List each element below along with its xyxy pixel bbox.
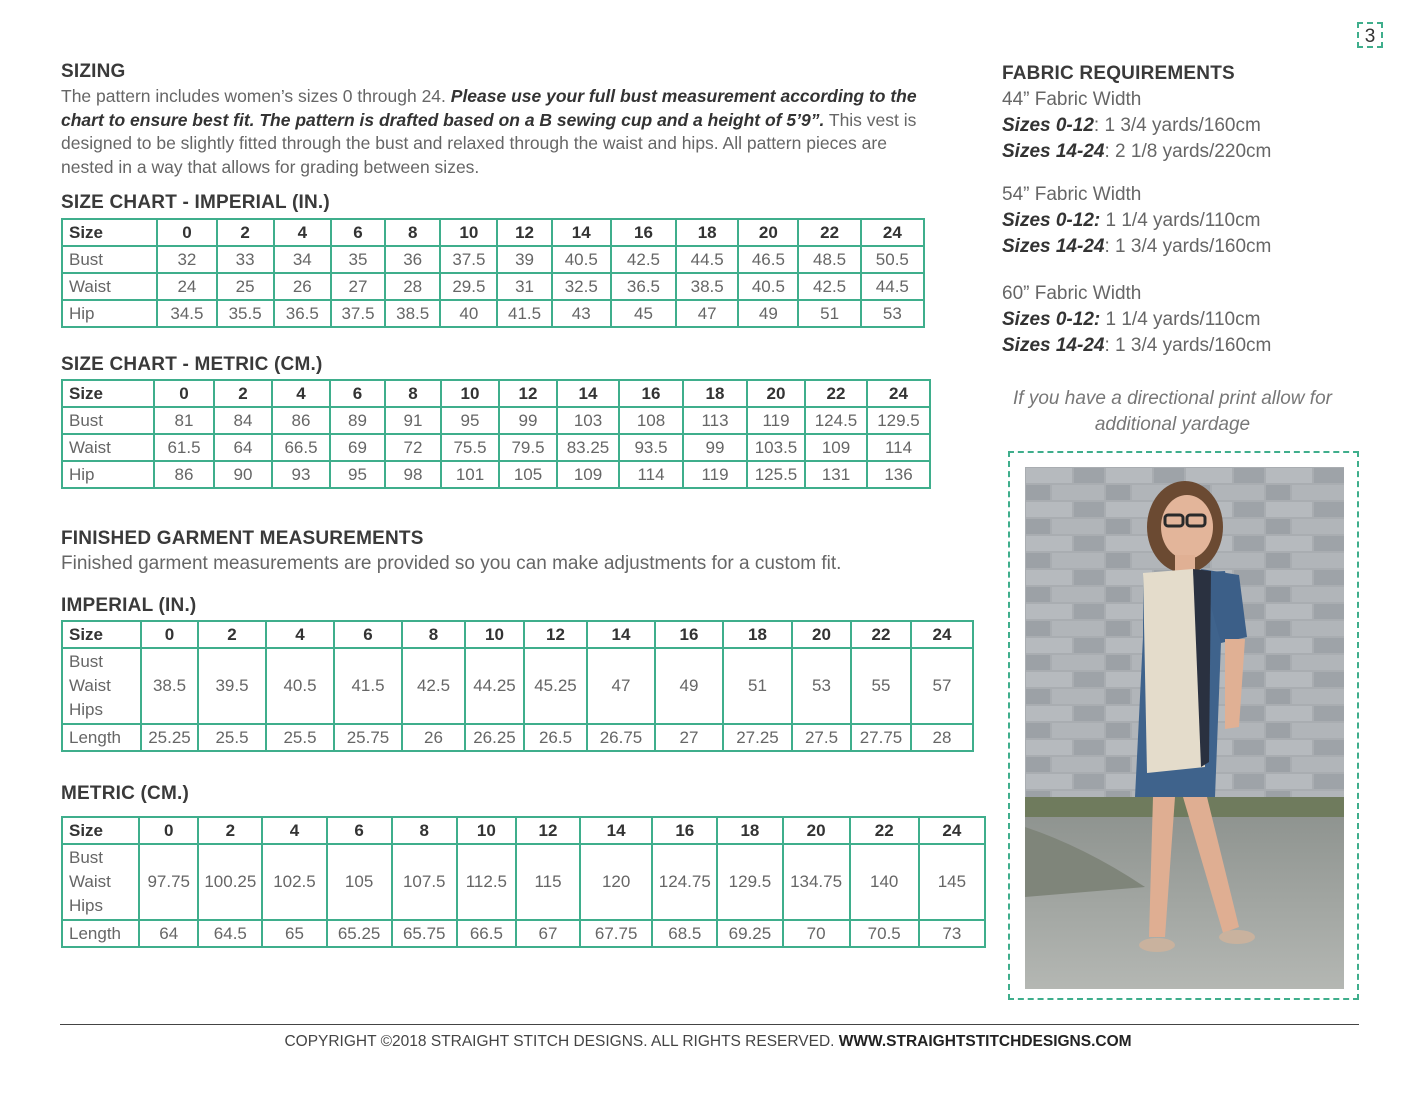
table-cell: 24 — [157, 273, 216, 300]
header-size-cell: 20 — [783, 817, 850, 844]
row-label: Waist — [62, 273, 157, 300]
header-size-cell: 24 — [867, 380, 930, 407]
table-cell: 57 — [911, 648, 973, 724]
row-label-line: Waist — [69, 676, 111, 695]
finished-imperial-heading: IMPERIAL (IN.) — [61, 595, 197, 616]
table-cell: 124.5 — [805, 407, 867, 434]
table-cell: 44.5 — [861, 273, 924, 300]
finished-imperial-table — [61, 620, 974, 752]
header-size-cell: 14 — [552, 219, 611, 246]
table-cell: 66.5 — [457, 920, 516, 947]
table-cell: 36.5 — [611, 273, 676, 300]
header-size-cell: 18 — [683, 380, 747, 407]
header-size-cell: 2 — [198, 621, 266, 648]
table-row — [62, 246, 924, 273]
page-number: 3 — [1357, 22, 1383, 48]
table-cell: 28 — [385, 273, 440, 300]
sizing-text-a: The pattern includes women’s sizes 0 through 24. — [61, 86, 451, 106]
header-size-cell: 0 — [141, 621, 198, 648]
row-label: Length — [62, 920, 139, 947]
table-cell: 95 — [441, 407, 499, 434]
table-cell: 65.75 — [392, 920, 457, 947]
table-cell: 70 — [783, 920, 850, 947]
table-cell: 101 — [441, 461, 499, 488]
table-cell: 103 — [557, 407, 619, 434]
header-size-cell: 22 — [851, 621, 911, 648]
row-label-line: Waist — [69, 872, 111, 891]
table-cell: 113 — [683, 407, 747, 434]
table-cell: 25.5 — [266, 724, 334, 751]
table-cell: 26.75 — [587, 724, 655, 751]
table-cell: 75.5 — [441, 434, 499, 461]
table-cell: 112.5 — [457, 844, 516, 920]
row-label-bust-waist-hips — [62, 648, 141, 724]
table-cell: 131 — [805, 461, 867, 488]
table-row — [62, 273, 924, 300]
table-cell: 32 — [157, 246, 216, 273]
table-cell: 26 — [402, 724, 465, 751]
table-cell: 34.5 — [157, 300, 216, 327]
row-label: Waist — [62, 434, 154, 461]
website-link[interactable]: WWW.STRAIGHTSTITCHDESIGNS.COM — [838, 1033, 1132, 1050]
header-size-label: Size — [62, 621, 141, 648]
table-cell: 26.5 — [524, 724, 587, 751]
table-cell: 46.5 — [738, 246, 798, 273]
table-cell: 90 — [214, 461, 272, 488]
table-cell: 26.25 — [465, 724, 524, 751]
header-size-cell: 10 — [440, 219, 497, 246]
finished-metric-table — [61, 816, 986, 948]
table-cell: 38.5 — [141, 648, 198, 724]
row-label-line: Bust — [69, 652, 104, 671]
table-cell: 105 — [327, 844, 392, 920]
header-size-label: Size — [62, 817, 139, 844]
table-cell: 61.5 — [154, 434, 214, 461]
header-size-cell: 16 — [611, 219, 676, 246]
row-label: Bust — [62, 246, 157, 273]
header-size-cell: 18 — [676, 219, 738, 246]
table-cell: 98 — [385, 461, 441, 488]
table-cell: 120 — [580, 844, 652, 920]
table-cell: 38.5 — [385, 300, 440, 327]
table-cell: 31 — [497, 273, 551, 300]
table-cell: 64.5 — [198, 920, 262, 947]
table-row — [62, 724, 973, 751]
header-size-cell: 18 — [717, 817, 782, 844]
table-cell: 99 — [683, 434, 747, 461]
table-cell: 114 — [867, 434, 930, 461]
table-cell: 66.5 — [272, 434, 330, 461]
table-cell: 25.75 — [334, 724, 402, 751]
fabric-group-60 — [1002, 281, 1271, 359]
fabric-line: Sizes 0-12: 1 1/4 yards/110cm — [1002, 309, 1261, 330]
table-cell: 115 — [516, 844, 580, 920]
header-size-cell: 14 — [557, 380, 619, 407]
table-cell: 79.5 — [499, 434, 557, 461]
table-cell: 119 — [747, 407, 805, 434]
header-size-cell: 12 — [524, 621, 587, 648]
fabric-line: Sizes 0-12: 1 1/4 yards/110cm — [1002, 210, 1261, 231]
header-size-cell: 12 — [497, 219, 551, 246]
fabric-line: Sizes 14-24: 1 3/4 yards/160cm — [1002, 236, 1272, 257]
model-photo — [1025, 467, 1344, 989]
table-row — [62, 300, 924, 327]
row-label-line: Bust — [69, 848, 104, 867]
header-size-cell: 6 — [331, 219, 385, 246]
row-label-bust-waist-hips — [62, 844, 139, 920]
header-size-cell: 10 — [441, 380, 499, 407]
header-size-cell: 16 — [619, 380, 683, 407]
table-cell: 53 — [861, 300, 924, 327]
table-cell: 125.5 — [747, 461, 805, 488]
table-row — [62, 648, 973, 724]
table-cell: 28 — [911, 724, 973, 751]
table-cell: 136 — [867, 461, 930, 488]
table-cell: 40.5 — [552, 246, 611, 273]
table-cell: 108 — [619, 407, 683, 434]
header-size-cell: 8 — [385, 380, 441, 407]
table-cell: 45.25 — [524, 648, 587, 724]
table-cell: 72 — [385, 434, 441, 461]
table-cell: 49 — [655, 648, 723, 724]
table-cell: 81 — [154, 407, 214, 434]
table-cell: 44.25 — [465, 648, 524, 724]
header-size-cell: 4 — [274, 219, 331, 246]
table-cell: 25 — [217, 273, 274, 300]
table-cell: 40.5 — [266, 648, 334, 724]
header-size-label: Size — [62, 380, 154, 407]
header-size-cell: 6 — [330, 380, 385, 407]
table-cell: 95 — [330, 461, 385, 488]
row-label-line: Hips — [69, 896, 104, 915]
fabric-group-44 — [1002, 87, 1271, 165]
table-cell: 103.5 — [747, 434, 805, 461]
table-cell: 140 — [850, 844, 919, 920]
table-cell: 55 — [851, 648, 911, 724]
table-row — [62, 461, 930, 488]
table-cell: 65 — [262, 920, 326, 947]
table-cell: 36 — [385, 246, 440, 273]
table-cell: 134.75 — [783, 844, 850, 920]
table-cell: 40 — [440, 300, 497, 327]
header-size-cell: 10 — [465, 621, 524, 648]
header-size-cell: 12 — [516, 817, 580, 844]
header-size-cell: 10 — [457, 817, 516, 844]
table-cell: 64 — [139, 920, 198, 947]
table-cell: 36.5 — [274, 300, 331, 327]
table-cell: 37.5 — [440, 246, 497, 273]
header-size-cell: 2 — [198, 817, 262, 844]
row-label-line: Hips — [69, 700, 104, 719]
header-size-cell: 16 — [655, 621, 723, 648]
table-cell: 27.75 — [851, 724, 911, 751]
table-cell: 129.5 — [717, 844, 782, 920]
table-cell: 42.5 — [402, 648, 465, 724]
table-cell: 41.5 — [497, 300, 551, 327]
table-cell: 27 — [655, 724, 723, 751]
table-cell: 43 — [552, 300, 611, 327]
table-cell: 119 — [683, 461, 747, 488]
table-cell: 53 — [792, 648, 851, 724]
table-cell: 50.5 — [861, 246, 924, 273]
table-cell: 105 — [499, 461, 557, 488]
header-size-cell: 4 — [262, 817, 326, 844]
table-cell: 39 — [497, 246, 551, 273]
header-size-cell: 14 — [580, 817, 652, 844]
header-size-cell: 18 — [723, 621, 792, 648]
table-cell: 27.5 — [792, 724, 851, 751]
copyright-text: COPYRIGHT ©2018 STRAIGHT STITCH DESIGNS. ALL RIGHTS RESERVED. — [284, 1033, 839, 1050]
table-cell: 38.5 — [676, 273, 738, 300]
header-size-cell: 2 — [214, 380, 272, 407]
table-cell: 42.5 — [611, 246, 676, 273]
table-cell: 124.75 — [652, 844, 717, 920]
size-chart-imperial-table — [61, 218, 925, 328]
row-label: Bust — [62, 407, 154, 434]
size-chart-metric-heading: SIZE CHART - METRIC (CM.) — [61, 354, 323, 375]
table-cell: 99 — [499, 407, 557, 434]
table-cell: 32.5 — [552, 273, 611, 300]
table-cell: 67 — [516, 920, 580, 947]
header-size-cell: 8 — [402, 621, 465, 648]
finished-measurements-text: Finished garment measurements are provided so you can make adjustments for a custom fit. — [61, 553, 842, 574]
table-cell: 26 — [274, 273, 331, 300]
table-cell: 114 — [619, 461, 683, 488]
fabric-line: Sizes 14-24: 2 1/8 yards/220cm — [1002, 141, 1272, 162]
sizing-text-c: This vest is designed to be slightly fitted through the bust and relaxed through the waist and hips. All pattern pieces are nested in a way that allows for grading between sizes. — [61, 109, 917, 177]
header-size-cell: 24 — [861, 219, 924, 246]
table-cell: 86 — [154, 461, 214, 488]
table-cell: 35 — [331, 246, 385, 273]
footer-rule — [60, 1024, 1359, 1025]
header-size-cell: 2 — [217, 219, 274, 246]
table-cell: 69.25 — [717, 920, 782, 947]
table-cell: 44.5 — [676, 246, 738, 273]
header-size-cell: 20 — [792, 621, 851, 648]
table-cell: 93.5 — [619, 434, 683, 461]
table-cell: 100.25 — [198, 844, 262, 920]
table-cell: 69 — [330, 434, 385, 461]
finished-measurements-heading: FINISHED GARMENT MEASUREMENTS — [61, 528, 424, 549]
header-size-cell: 24 — [919, 817, 985, 844]
table-cell: 73 — [919, 920, 985, 947]
table-cell: 97.75 — [139, 844, 198, 920]
header-size-cell: 16 — [652, 817, 717, 844]
table-cell: 67.75 — [580, 920, 652, 947]
header-size-cell: 22 — [850, 817, 919, 844]
table-cell: 70.5 — [850, 920, 919, 947]
table-cell: 37.5 — [331, 300, 385, 327]
table-cell: 93 — [272, 461, 330, 488]
table-cell: 25.25 — [141, 724, 198, 751]
header-size-cell: 12 — [499, 380, 557, 407]
sizing-text-emphasis: Please use your full bust measurement according to the chart to ensure best fit. The pattern is drafted based on a B sewing cup and a height of 5’9”. — [61, 86, 917, 130]
table-cell: 27 — [331, 273, 385, 300]
table-cell: 64 — [214, 434, 272, 461]
table-cell: 33 — [217, 246, 274, 273]
table-cell: 102.5 — [262, 844, 326, 920]
header-size-cell: 24 — [911, 621, 973, 648]
table-cell: 129.5 — [867, 407, 930, 434]
header-size-cell: 6 — [334, 621, 402, 648]
header-size-cell: 0 — [139, 817, 198, 844]
size-chart-imperial-heading: SIZE CHART - IMPERIAL (IN.) — [61, 192, 330, 213]
header-size-cell: 0 — [157, 219, 216, 246]
header-size-cell: 22 — [805, 380, 867, 407]
table-cell: 45 — [611, 300, 676, 327]
table-cell: 42.5 — [798, 273, 860, 300]
fabric-width-label: 54” Fabric Width — [1002, 184, 1142, 205]
table-cell: 109 — [557, 461, 619, 488]
table-cell: 47 — [676, 300, 738, 327]
table-cell: 41.5 — [334, 648, 402, 724]
row-label: Hip — [62, 300, 157, 327]
table-cell: 29.5 — [440, 273, 497, 300]
header-size-label: Size — [62, 219, 157, 246]
table-cell: 51 — [723, 648, 792, 724]
sizing-heading: SIZING — [61, 61, 126, 82]
table-cell: 35.5 — [217, 300, 274, 327]
header-size-cell: 22 — [798, 219, 860, 246]
directional-print-note: If you have a directional print allow for additional yardage — [1013, 388, 1332, 435]
table-cell: 107.5 — [392, 844, 457, 920]
table-cell: 145 — [919, 844, 985, 920]
header-size-cell: 6 — [327, 817, 392, 844]
table-cell: 49 — [738, 300, 798, 327]
table-cell: 34 — [274, 246, 331, 273]
table-cell: 86 — [272, 407, 330, 434]
header-size-cell: 8 — [385, 219, 440, 246]
footer — [0, 1033, 1416, 1051]
table-cell: 84 — [214, 407, 272, 434]
table-cell: 27.25 — [723, 724, 792, 751]
header-size-cell: 14 — [587, 621, 655, 648]
size-chart-metric-table — [61, 379, 931, 489]
sizing-paragraph — [61, 85, 931, 179]
header-size-cell: 8 — [392, 817, 457, 844]
header-size-cell: 4 — [266, 621, 334, 648]
fabric-line: Sizes 0-12: 1 3/4 yards/160cm — [1002, 115, 1261, 136]
table-cell: 51 — [798, 300, 860, 327]
table-row — [62, 434, 930, 461]
fabric-group-54 — [1002, 182, 1271, 260]
fabric-line: Sizes 14-24: 1 3/4 yards/160cm — [1002, 335, 1272, 356]
table-cell: 65.25 — [327, 920, 392, 947]
table-cell: 39.5 — [198, 648, 266, 724]
table-row — [62, 844, 985, 920]
header-size-cell: 20 — [738, 219, 798, 246]
fabric-width-label: 44” Fabric Width — [1002, 89, 1142, 110]
row-label: Length — [62, 724, 141, 751]
table-cell: 83.25 — [557, 434, 619, 461]
header-size-cell: 4 — [272, 380, 330, 407]
table-cell: 68.5 — [652, 920, 717, 947]
fabric-requirements-heading: FABRIC REQUIREMENTS — [1002, 63, 1235, 84]
table-cell: 48.5 — [798, 246, 860, 273]
finished-metric-heading: METRIC (CM.) — [61, 783, 189, 804]
table-cell: 47 — [587, 648, 655, 724]
table-cell: 40.5 — [738, 273, 798, 300]
header-size-cell: 20 — [747, 380, 805, 407]
row-label: Hip — [62, 461, 154, 488]
table-cell: 89 — [330, 407, 385, 434]
table-cell: 91 — [385, 407, 441, 434]
table-row — [62, 920, 985, 947]
table-cell: 109 — [805, 434, 867, 461]
table-cell: 25.5 — [198, 724, 266, 751]
table-row — [62, 407, 930, 434]
header-size-cell: 0 — [154, 380, 214, 407]
fabric-width-label: 60” Fabric Width — [1002, 283, 1142, 304]
